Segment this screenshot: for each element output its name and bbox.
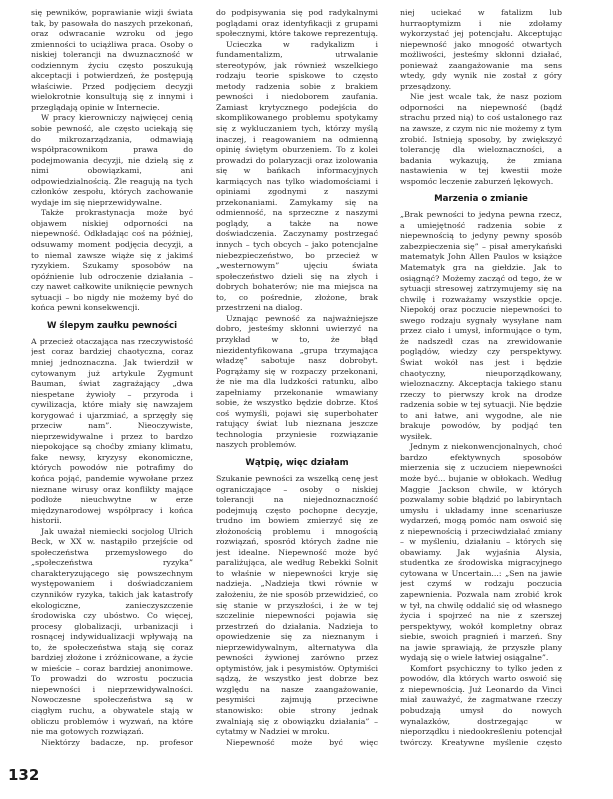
paragraph: niej uciekać w fatalizm lub hurraoptymizm i nie zdołamy wykorzystać jej potencjału. Akceptując niepewność jako mnogość otwartych możliwości, jesteśmy skłonni działać, ponieważ zaangażowanie ma sens wtedy, gdy wynik nie został z góry przesądzony. <box>400 8 562 91</box>
paragraph: do podpisywania się pod radykalnymi poglądami oraz identyfikacji z grupami społecznymi, które takowe reprezentują. <box>216 8 378 39</box>
paragraph: Niektórzy badacze, np. profesor <box>41 737 193 747</box>
paragraph: Niepewność może być więc <box>226 737 378 747</box>
page-number: 132 <box>8 766 40 784</box>
paragraph: Szukanie pewności za wszelką cenę jest ograniczające – osoby o niskiej tolerancji na niejednoznaczność podejmują często pochopne decyzje, trudno im bowiem zmierzyć się ze złożonością problemu i mnogością rozwiązań, sposród których żadne nie jest idealne. Niepewność może być paraliżująca, ale według Rebekki Solnit to właśnie w niepewności kryje się nadzieja. „Nadzieja tkwi równie w założeniu, że nie sposób przewidzieć, co się stanie w przyszłości, i że w tej szczelinie niepewności pojawia się przestrzeń do działania. Nadzieja to opowiedzenie się za nieznanym i nieprzewidywalnym, alternatywa dla pewności żywionej zarówno przez optymistów, jak i pesymistów. Optymiści sądzą, że wszystko jest dobrze bez względu na nasze zaangażowanie, pesymiści zajmują przeciwne stanowisko: obie strony jednak zwalniają się z obowiązku działania” – cytatmy w Nadziei w mroku. <box>216 473 378 737</box>
paragraph: „Brak pewności to jedyna pewna rzecz, a umiejętność radzenia sobie z niepewnością to jedyny pewny sposób zabezpieczenia się” – pisał amerykański matematyk John Allen Paulos w książce Matematyk gra na giełdzie. Jak to osiągnąć? Możemy zacząć od tego, że w sytuacji stresowej zatrzymujemy się na chwilę i rozważamy wszystkie opcje. Niepokój oraz poczucie niepewności to swego rodzaju sygnały wysyłane nam przez ciało i umysł, informujące o tym, że nadszedł czas na zrewidowanie poglądów, wiedzy czy perspektywy. Świat wokół nas jest i będzie chaotyczny, nieuporządkowany, wieloznaczny. Akceptacja takiego stanu rzeczy to pierwszy krok na drodze radzenia sobie w tej sytuacji. Nie będzie to ani łatwe, ani wygodne, ale nie brakuje powodów, by podjąć ten wysiłek. <box>400 210 562 441</box>
text-column-left <box>31 8 193 748</box>
paragraph: Także prokrastynacja może być objawem niskiej odporności na niepewność. Odkładając coś na później, odsuwamy moment podjęcia decyzji, a to niemal zawsze wiąże się z jakimś ryzykiem. Szukamy sposobów na opóźnienie lub odroczenie działania – czy nawet całkowite uniknięcie pewnych sytuacji – bo nigdy nie możemy być do końca pewni konsekwencji. <box>31 208 193 313</box>
paragraph: Nie jest wcale tak, że nasz poziom odporności na niepewność (bądź strachu przed nią) to coś ustalonego raz na zawsze, z czym nic nie możemy z tym zrobić. Istnieją sposoby, by zwiększyć tolerancję dla wieloznaczności, a badania wykazują, że zmiana nastawienia w tej kwestii może wspomóc leczenie zaburzeń lękowych. <box>400 92 562 186</box>
section-heading: Marzenia o zmianie <box>434 194 528 205</box>
text-column-middle <box>216 8 378 748</box>
paragraph: Jednym z niekonwencjonalnych, choć bardzo efektywnych sposobów mierzenia się z uczuciem niepewności może być... bujanie w obłokach. Według Maggie Jackson chwile, w których pozwalamy sobie błądzić po labiryntach umysłu i układamy inne scenariusze wydarzeń, mogą pomóc nam oswoić się z niepewnością i przeciwdziałać zmiany – w myśleniu, działaniu – których się obawiamy. Jak wyjaśnia Alysia, studentka ze środowiska migracyjnego cytowana w Uncertain...: „Sen na jawie jest czymś w rodzaju poczucia zapewnienia. Pozwala nam zrobić krok w tył, na chwilę oddalić się od własnego życia i spojrzeć na nie z szerszej perspektywy, wokół kompletny obraz siebie, swoich pragnień i marzeń. Sny na jawie sprawiają, że przyszłe plany wydają się o wiele łatwiej osiągalne”. <box>400 442 562 663</box>
paragraph: Komfort psychiczny to tylko jeden z powodów, dla których warto oswoić się z niepewnością. Już Leonardo da Vinci miał zauważyć, że zagmatwane rzeczy pobudzają umysł do nowych wynalazków, dostrzegając w nieporządku i niedookreśleniu potencjał twórczy. Kreatywne myślenie często <box>400 663 562 747</box>
paragraph: Ucieczka w radykalizm i fundamentalizm, utrwalanie stereotypów, jak również wszelkiego rodzaju teorie spiskowe to często metody radzenia sobie z brakiem pewności i niedoborem zaufania. Zamiast krytycznego podejścia do skomplikowanego problemu spotykamy się z wykluczaniem tych, którzy myślą inaczej, i reagowaniem na odmienną opinię świętym oburzeniem. To z kolei prowadzi do polaryzacji oraz izolowania się w bańkach informacyjnych karmiących nas tylko wiadomościami i opiniami zgodnymi z naszymi przekonaniami. Zamykamy się na odmienność, na sprzeczne z naszymi poglądy, a także na nowe doświadczenia. Zaczynamy postrzegać innych – tych obcych – jako potencjalne niebezpieczeństwo, bo przecież w „westernowym” ujęciu świata społeczeństwo dzieli się na złych i dobrych bohaterów; nie ma miejsca na to, co pośrednie, złożone, brak przestrzeni na dialog. <box>216 39 378 313</box>
paragraph: W pracy kierowniczy najwięcej cenią sobie pewność, ale często uciekają się do mikrozarządzania, odmawiają współpracownikom prawa do podejmowania decyzji, nie dzielą się z nimi obowiązkami, ani odpowiedzialnością. Źle reagują na tych członków zespołu, których zachowanie wydaje im się nieprzewidywalne. <box>31 113 193 207</box>
section-heading: W ślepym zaułku pewności <box>46 320 178 331</box>
paragraph: się pewników, poprawianie wizji świata tak, by pasowała do naszych przekonań, oraz odwracanie wzroku od jego zmienności to uciążliwa praca. Osoby o niskiej tolerancji na dwuznaczność w codziennym życiu często poszukują akceptacji i potwierdzeń, że postępują właściwie. Przed podjęciem decyzji wielokrotnie konsultują się z innymi i przeglądają opinie w Internecie. <box>31 8 193 112</box>
text-column-right <box>400 8 562 748</box>
paragraph: Jak uważał niemiecki socjolog Ulrich Beck, w XX w. nastąpiło przejście od społeczeństwa przemysłowego do „społeczeństwa ryzyka” charakteryzującego się powszechnym występowaniem i doświadczaniem czynników ryzyka, takich jak katastrofy ekologiczne, zanieczyszczenie środowiska czy ubóstwo. Co więcej, procesy globalizacji, urbanizacji i rosnącej indywidualizacji wpływają na to, że społeczeństwa stają się coraz bardziej złożone i zróżnicowane, a życie w mieście – coraz bardziej anonimowe. To prowadzi do wzrostu poczucia niepewności i nieprzewidywalności. Nowoczesne społeczeństwa są w ciągłym ruchu, a obywatele stają w obliczu problemów i wyzwań, na które nie ma gotowych rozwiązań. <box>31 526 193 737</box>
paragraph: Uznając pewność za najważniejsze dobro, jesteśmy skłonni uwierzyć na przykład w to, że błąd niezidentyfikowana „grupa trzymająca władzę” sabotuje nasz dobrobyt. Pogrążamy się w rozpaczy przekonani, że nie ma dla ludzkości ratunku, albo zapełniamy przekonanie wmawiany sobie, że wszystko będzie dobrze. Ktoś coś wymyśli, pojawi się superbohater ratujący świat lub nieznana jeszcze technologia przyniesie rozwiązanie naszych problemów. <box>216 313 378 450</box>
section-heading: Wątpię, więc działam <box>245 457 349 468</box>
paragraph: A przecież otaczająca nas rzeczywistość jest coraz bardziej chaotyczna, coraz mniej jednoznaczna. Jak twierdził w cytowanym już artykule Zygmunt Bauman, świat zagrażający „dwa niespetane żywioły – przyroda i cywilizacja, które miały się nawzajem korygować i ujarzmiać, a sprzęgły się przeciw nam”. Nieoczywiste, nieprzewidywalne i przez to bardzo niepokojące są choćby zmiany klimatu, fake newsy, kryzysy ekonomiczne, których powodów nie potrafimy do końca pojąć, pandemie wywołane przez nieznane wirusy oraz konflikty mające podłoże nieuchwytne w erze międzynarodowej współpracy i końca historii. <box>31 336 193 526</box>
